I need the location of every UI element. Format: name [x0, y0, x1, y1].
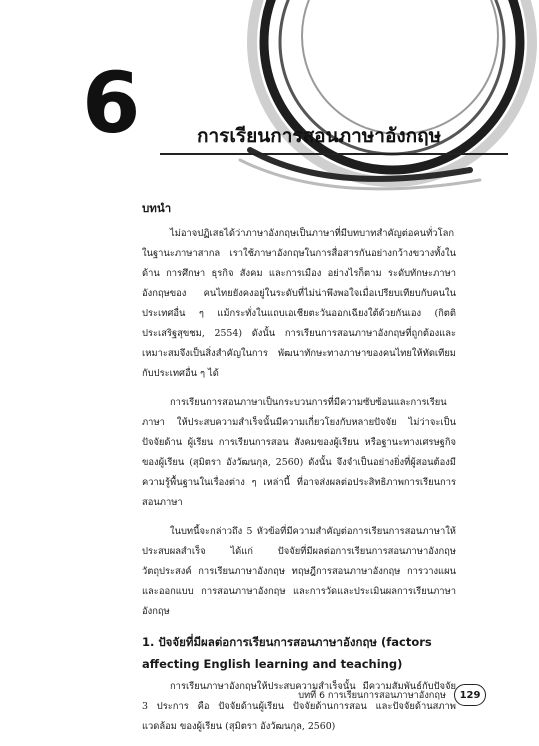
chapter-number: 6 [82, 54, 139, 152]
decorative-circles [0, 0, 539, 200]
footer-chapter-label: บทที่ 6 การเรียนการสอนภาษาอังกฤษ [298, 690, 446, 701]
section-1-heading: 1. ปัจจัยที่มีผลต่อการเรียนการสอนภาษาอังกฤษ (factors affecting English learning and teaching) [142, 635, 432, 671]
title-underline [160, 153, 508, 155]
section-1-paragraph: การเรียนภาษาอังกฤษให้ประสบความสำเร็จนั้น มีความสัมพันธ์กับปัจจัย 3 ประการ คือ ปัจจัยด้านผู้เรียน ปัจจัยด้านการสอน และปัจจัยด้านสภาพแวดล้อม ของผู้เรียน (สุมิตรา อังวัฒนกุล, 2560) [142, 681, 456, 732]
chapter-title: การเรียนการสอนภาษาอังกฤษ [197, 125, 442, 147]
page-number: 129 [454, 684, 486, 706]
deco-ring-thin [302, 0, 498, 134]
body-content [142, 200, 456, 746]
intro-paragraph-2: การเรียนการสอนภาษาเป็นกระบวนการที่มีความซับซ้อนและการเรียนภาษา ให้ประสบความสำเร็จนั้นมีความเกี่ยวโยงกับหลายปัจจัย ไม่ว่าจะเป็นปัจจัยด้าน ผู้เรียน การเรียนการสอน สังคมของผู้เรียน หรือฐานะทางเศรษฐกิจของผู้เรียน (สุมิตรา อังวัฒนกุล, 2560) ดังนั้น จึงจำเป็นอย่างยิ่งที่ผู้สอนต้องมีความรู้พื้นฐานในเรื่องต่าง ๆ เหล่านี้ ที่อาจส่งผลต่อประสิทธิภาพการเรียนการสอนภาษา [142, 397, 456, 508]
intro-heading: บทนำ [142, 201, 172, 215]
intro-paragraph-1: ไม่อาจปฏิเสธได้ว่าภาษาอังกฤษเป็นภาษาที่มีบทบาทสำคัญต่อคนทั่วโลก ในฐานะภาษาสากล เราใช้ภาษาอังกฤษในการสื่อสารกันอย่างกว้างขวางทั้งในด้าน การศึกษา ธุรกิจ สังคม และการเมือง อย่างไรก็ตาม ระดับทักษะภาษาอังกฤษของ คนไทยยังคงอยู่ในระดับที่ไม่น่าพึงพอใจเมื่อเปรียบเทียบกับคนในประเทศอื่น ๆ แม้กระทั่งในแถบเอเชียตะวันออกเฉียงใต้ด้วยกันเอง (กิตติ ประเสริฐสุขชม, 2554) ดังนั้น การเรียนการสอนภาษาอังกฤษที่ถูกต้องและเหมาะสมจึงเป็นสิ่งสำคัญในการ พัฒนาทักษะทางภาษาของคนไทยให้ทัดเทียมกับประเทศอื่น ๆ ได้ [142, 228, 456, 379]
intro-paragraph-3: ในบทนี้จะกล่าวถึง 5 หัวข้อที่มีความสำคัญต่อการเรียนการสอนภาษาให้ ประสบผลสำเร็จ ได้แก่ ปัจจัยที่มีผลต่อการเรียนการสอนภาษาอังกฤษ วัตถุประสงค์ การเรียนภาษาอังกฤษ ทฤษฎีการสอนภาษาอังกฤษ การวางแผนและออกแบบ การสอนภาษาอังกฤษ และการวัดและประเมินผลการเรียนภาษาอังกฤษ [142, 526, 456, 617]
page-footer [290, 684, 490, 708]
